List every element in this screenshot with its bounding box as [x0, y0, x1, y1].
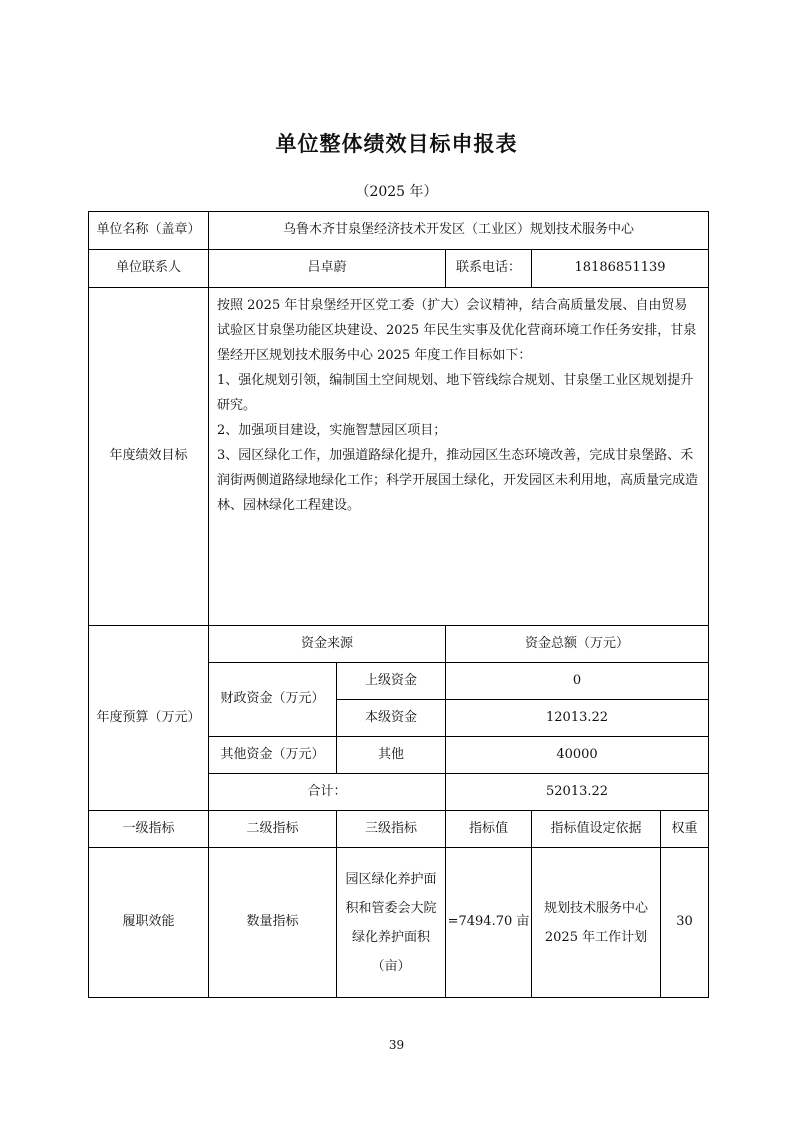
goals-row	[89, 288, 709, 626]
header-weight: 权重	[661, 811, 709, 848]
phone-value: 18186851139	[532, 250, 709, 288]
budget-label: 年度预算（万元）	[89, 626, 209, 811]
performance-target-form	[88, 211, 709, 998]
fund-source-header: 资金来源	[209, 626, 446, 663]
goals-paragraph: 按照 2025 年甘泉堡经开区党工委（扩大）会议精神，结合高质量发展、自由贸易试验区甘泉堡功能区块建设、2025 年民生实事及优化营商环境工作任务安排，甘泉堡经开区规划技术服务中心 2025 年度工作目标如下：	[217, 298, 697, 363]
unit-name-label: 单位名称（盖章）	[89, 212, 209, 250]
phone-label: 联系电话：	[446, 250, 532, 288]
fund-amount-header: 资金总额（万元）	[446, 626, 709, 663]
indicator-level2: 数量指标	[209, 848, 337, 998]
other-label: 其他	[337, 737, 446, 774]
indicator-header-row	[89, 811, 709, 848]
local-fund-label: 本级资金	[337, 700, 446, 737]
table-row	[89, 848, 709, 998]
indicator-basis: 规划技术服务中心 2025 年工作计划	[532, 848, 661, 998]
total-label: 合计：	[209, 774, 446, 811]
header-level3: 三级指标	[337, 811, 446, 848]
header-indicator-value: 指标值	[446, 811, 532, 848]
header-basis: 指标值设定依据	[532, 811, 661, 848]
indicator-level3: 园区绿化养护面积和管委会大院绿化养护面积（亩）	[337, 848, 446, 998]
other-fund-value: 40000	[446, 737, 709, 774]
goals-label: 年度绩效目标	[89, 288, 209, 626]
indicator-level1: 履职效能	[89, 848, 209, 998]
goals-content	[209, 288, 709, 626]
contact-label: 单位联系人	[89, 250, 209, 288]
upper-fund-label: 上级资金	[337, 663, 446, 700]
goals-paragraph: 1、强化规划引领，编制国土空间规划、地下管线综合规划、甘泉堡工业区规划提升研究。	[217, 373, 694, 413]
page-number: 39	[388, 1038, 405, 1052]
contact-value: 吕卓蔚	[209, 250, 446, 288]
total-value: 52013.22	[446, 774, 709, 811]
budget-header-row	[89, 626, 709, 663]
unit-name-value: 乌鲁木齐甘泉堡经济技术开发区（工业区）规划技术服务中心	[209, 212, 709, 250]
goals-paragraph: 2、加强项目建设，实施智慧园区项目；	[217, 423, 447, 438]
document-title: 单位整体绩效目标申报表	[275, 132, 518, 156]
header-level2: 二级指标	[209, 811, 337, 848]
other-fund-label: 其他资金（万元）	[209, 737, 337, 774]
upper-fund-value: 0	[446, 663, 709, 700]
unit-name-row	[89, 212, 709, 250]
fiscal-fund-label: 财政资金（万元）	[209, 663, 337, 737]
document-year: （2025 年）	[355, 184, 438, 200]
indicator-value: =7494.70 亩	[446, 848, 532, 998]
goals-paragraph: 3、园区绿化工作，加强道路绿化提升，推动园区生态环境改善，完成甘泉堡路、禾润街两侧道路绿地绿化工作；科学开展国土绿化，开发园区未利用地，高质量完成造林、园林绿化工程建设。	[217, 448, 699, 513]
header-level1: 一级指标	[89, 811, 209, 848]
indicator-weight: 30	[661, 848, 709, 998]
contact-row	[89, 250, 709, 288]
local-fund-value: 12013.22	[446, 700, 709, 737]
